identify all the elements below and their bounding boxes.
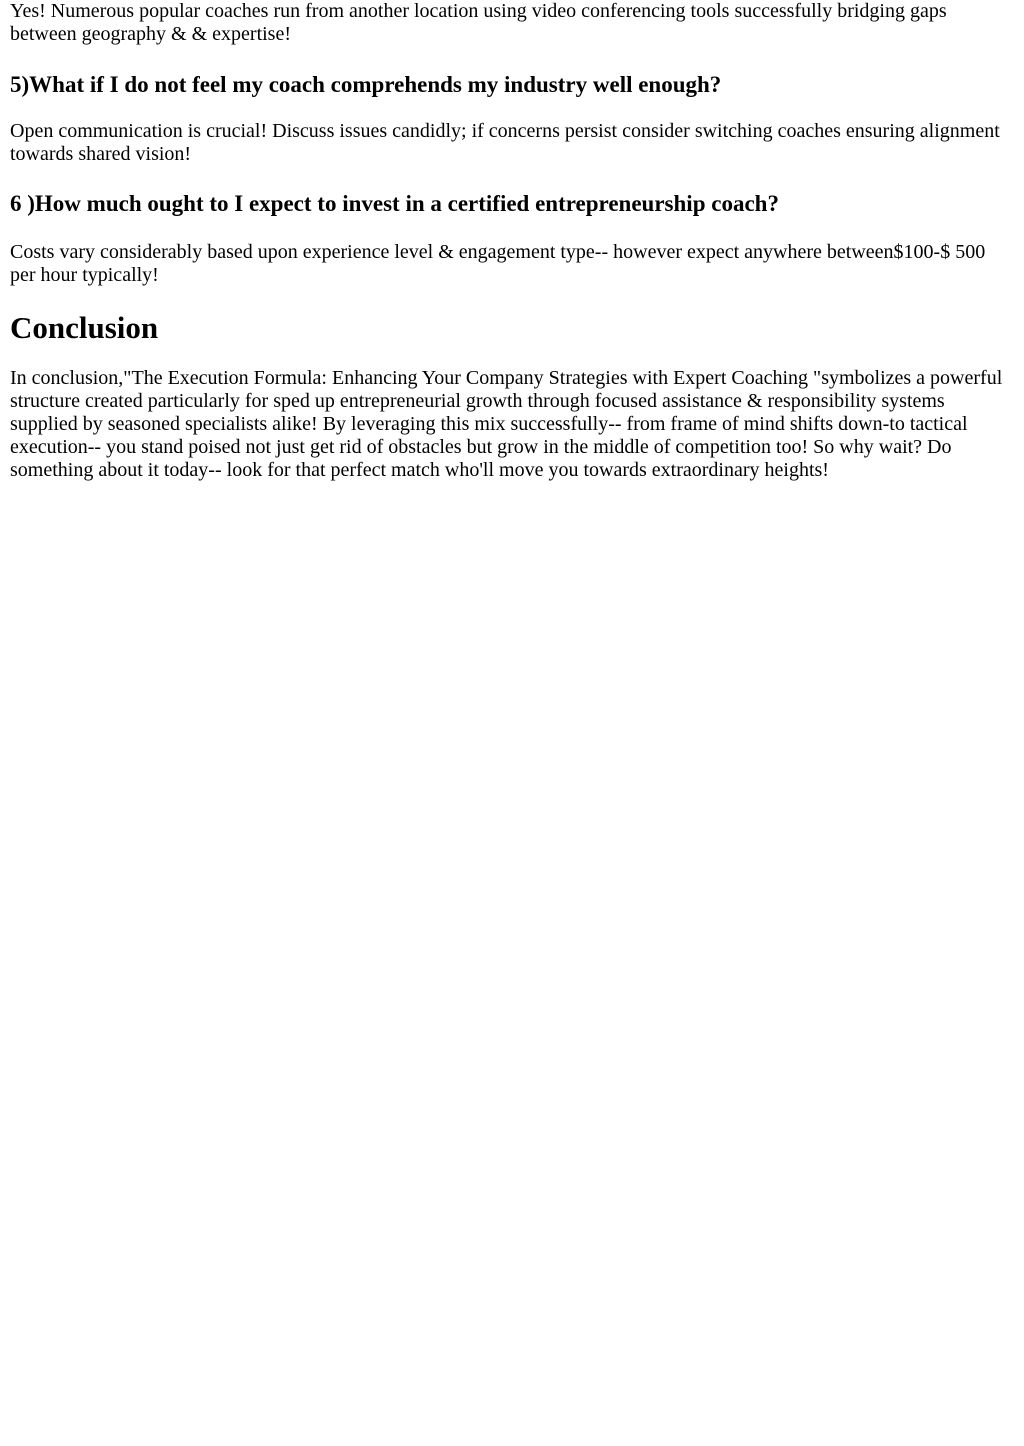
faq-answer-5: Open communication is crucial! Discuss issues candidly; if concerns persist consider switching coaches ensuring alignment towards shared vision! [10,120,1000,165]
article-body [0,0,1024,482]
faq-answer-6: Costs vary considerably based upon experience level & engagement type-- however expect anywhere between$100-$ 500 per hour typically! [10,241,986,286]
faq-answer-4: Yes! Numerous popular coaches run from another location using video conferencing tools successfully bridging gaps between geography & & expertise! [10,0,947,45]
conclusion-paragraph: In conclusion,"The Execution Formula: Enhancing Your Company Strategies with Expert Coaching "symbolizes a powerful structure created particularly for sped up entrepreneurial growth through focused assistance & responsibility systems supplied by seasoned specialists alike! By leveraging this mix successfully-- from frame of mind shifts down-to tactical execution-- you stand poised not just get rid of obstacles but grow in the middle of competition too! So why wait? Do something about it today-- look for that perfect match who'll move you towards extraordinary heights! [10,367,1003,481]
faq-question-6: 6 )How much ought to I expect to invest in a certified entrepreneurship coach? [10,191,779,216]
faq-question-5: 5)What if I do not feel my coach comprehends my industry well enough? [10,72,722,97]
conclusion-heading: Conclusion [10,310,159,345]
